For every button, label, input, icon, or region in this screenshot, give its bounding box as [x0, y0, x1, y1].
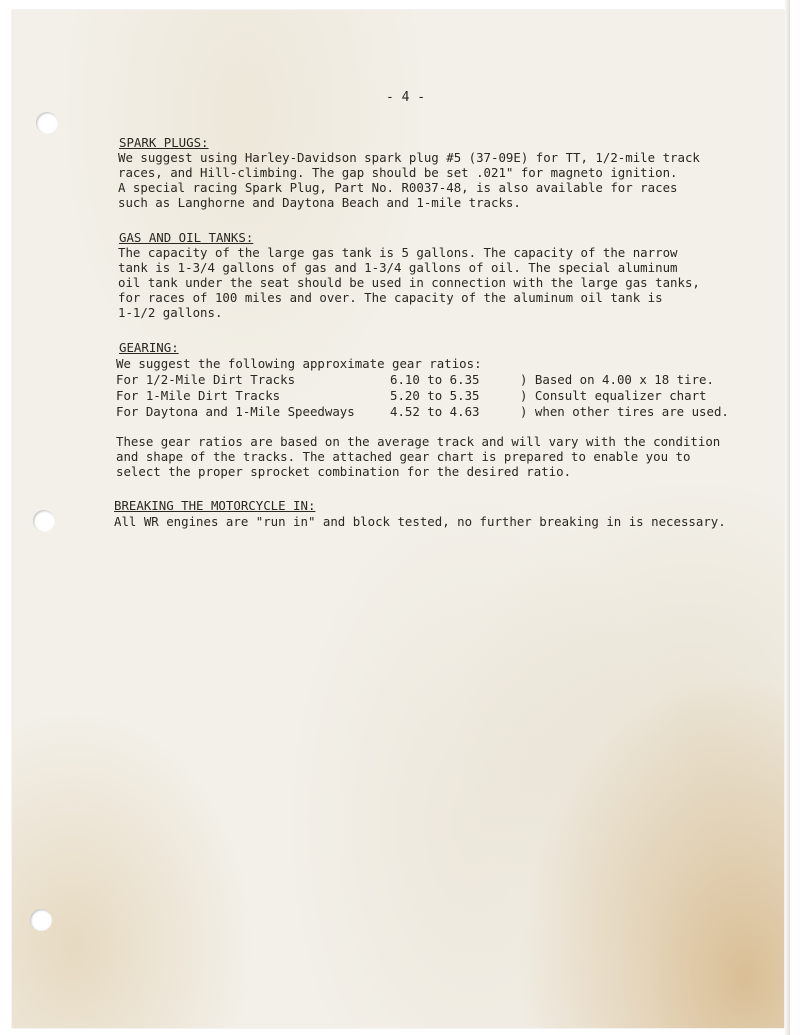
paragraph-line: select the proper sprocket combination for the desired ratio.: [116, 464, 572, 479]
paragraph-line: such as Langhorne and Daytona Beach and 1-mile tracks.: [118, 195, 521, 210]
paragraph-line: and shape of the tracks. The attached gear chart is prepared to enable you to: [116, 449, 691, 464]
spark-plugs-heading: SPARK PLUGS:: [119, 135, 209, 150]
breaking-in-line: All WR engines are "run in" and block tested, no further breaking in is necessary.: [114, 514, 726, 529]
gas-oil-tanks-paragraph: [118, 245, 758, 320]
spark-plugs-paragraph: [118, 150, 758, 210]
gas-oil-tanks-heading: GAS AND OIL TANKS:: [119, 230, 254, 245]
paragraph-line: races, and Hill-climbing. The gap should be set .021" for magneto ignition.: [118, 165, 678, 180]
paragraph-line: These gear ratios are based on the average track and will vary with the condition: [116, 434, 721, 449]
paragraph-line: 1-1/2 gallons.: [118, 305, 223, 320]
gear-ratio-track: For 1/2-Mile Dirt Tracks: [116, 372, 296, 387]
paragraph-line: The capacity of the large gas tank is 5 gallons. The capacity of the narrow: [118, 245, 678, 260]
gearing-intro: We suggest the following approximate gear ratios:: [116, 356, 482, 371]
gear-ratio-note: ) Based on 4.00 x 18 tire.: [520, 372, 714, 387]
page-number: - 4 -: [386, 90, 426, 105]
paragraph-line: A special racing Spark Plug, Part No. R0037-48, is also available for races: [118, 180, 678, 195]
gear-ratio-note: ) Consult equalizer chart: [520, 388, 707, 403]
paragraph-line: tank is 1-3/4 gallons of gas and 1-3/4 gallons of oil. The special aluminum: [118, 260, 678, 275]
gearing-heading: GEARING:: [119, 340, 179, 355]
paragraph-line: We suggest using Harley-Davidson spark plug #5 (37-09E) for TT, 1/2-mile track: [118, 150, 700, 165]
gear-ratio-note: ) when other tires are used.: [520, 404, 729, 419]
gear-ratio-value: 5.20 to 5.35: [390, 388, 480, 403]
gear-ratio-value: 6.10 to 6.35: [390, 372, 480, 387]
gear-ratio-track: For Daytona and 1-Mile Speedways: [116, 404, 355, 419]
paragraph-line: oil tank under the seat should be used in connection with the large gas tanks,: [118, 275, 700, 290]
gearing-followup-paragraph: [116, 434, 756, 479]
breaking-in-heading: BREAKING THE MOTORCYCLE IN:: [114, 498, 316, 513]
gear-ratio-track: For 1-Mile Dirt Tracks: [116, 388, 281, 403]
paragraph-line: for races of 100 miles and over. The capacity of the aluminum oil tank is: [118, 290, 663, 305]
gear-ratio-value: 4.52 to 4.63: [390, 404, 480, 419]
